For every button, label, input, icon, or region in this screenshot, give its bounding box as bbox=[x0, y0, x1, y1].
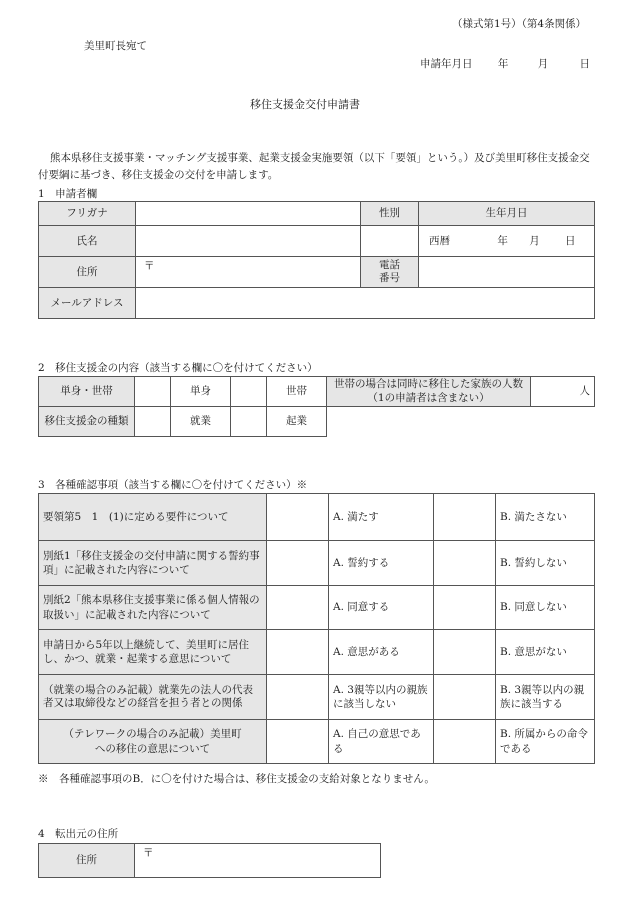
application-date bbox=[420, 56, 590, 71]
support-content-table bbox=[38, 376, 595, 437]
option-a-check[interactable] bbox=[267, 586, 329, 630]
family-count-field[interactable] bbox=[531, 377, 595, 407]
name-label: 氏名 bbox=[39, 226, 136, 257]
confirmation-table bbox=[38, 493, 595, 764]
section3-heading: 3 各種確認事項（該当する欄に〇を付けてください）※ bbox=[38, 479, 308, 491]
option-a-check[interactable] bbox=[267, 720, 329, 764]
option-a-label: A. 意思がある bbox=[329, 630, 434, 675]
phone-label bbox=[361, 257, 419, 288]
intro-text: 熊本県移住支援事業・マッチング支援事業、起業支援金実施要領（以下「要領」という。）及び美里町移住支援金交付要綱に基づき、移住支援金の交付を申請します。 bbox=[38, 152, 590, 181]
option-a-check[interactable] bbox=[267, 541, 329, 586]
month-label: 月 bbox=[537, 58, 549, 70]
single-check[interactable] bbox=[135, 377, 171, 407]
address-field[interactable] bbox=[136, 257, 361, 288]
birth-year-label: 年 bbox=[497, 234, 508, 247]
option-b-label: B. 誓約しない bbox=[496, 541, 595, 586]
employment-check[interactable] bbox=[135, 407, 171, 437]
day-label: 日 bbox=[579, 58, 591, 70]
household-label: 単身・世帯 bbox=[39, 377, 135, 407]
confirmation-item: 別紙2「熊本県移住支援事業に係る個人情報の取扱い」に記載された内容について bbox=[39, 586, 267, 630]
option-b-label: B. 満たさない bbox=[496, 494, 595, 541]
birthdate-label: 生年月日 bbox=[419, 202, 595, 226]
option-a-check[interactable] bbox=[267, 494, 329, 541]
support-type-label: 移住支援金の種類 bbox=[39, 407, 135, 437]
option-b-check[interactable] bbox=[434, 675, 496, 720]
option-b-label: B. 所属からの命令である bbox=[496, 720, 595, 764]
phone-label-line2: 番号 bbox=[379, 272, 400, 284]
birth-month-label: 月 bbox=[529, 234, 540, 247]
employment-label: 就業 bbox=[171, 407, 231, 437]
previous-address-label: 住所 bbox=[39, 844, 135, 878]
applicant-table bbox=[38, 201, 595, 319]
confirmation-item: （就業の場合のみ記載）就業先の法人の代表者又は取締役などの経営を担う者との関係 bbox=[39, 675, 267, 720]
option-b-check[interactable] bbox=[434, 541, 496, 586]
option-a-label: A. 自己の意思である bbox=[329, 720, 434, 764]
option-b-check[interactable] bbox=[434, 494, 496, 541]
option-a-check[interactable] bbox=[267, 630, 329, 675]
previous-address-field[interactable] bbox=[135, 844, 381, 878]
phone-field[interactable] bbox=[419, 257, 595, 288]
startup-label: 起業 bbox=[267, 407, 327, 437]
option-a-label: A. 誓約する bbox=[329, 541, 434, 586]
confirmation-item: 別紙1「移住支援金の交付申請に関する誓約事項」に記載された内容について bbox=[39, 541, 267, 586]
confirmation-item: 要領第5 1 (1)に定める要件について bbox=[39, 494, 267, 541]
address-label: 住所 bbox=[39, 257, 136, 288]
family-count-note: 世帯の場合は同時に移住した家族の人数（1の申請者は含まない） bbox=[327, 377, 531, 407]
option-b-label: B. 意思がない bbox=[496, 630, 595, 675]
phone-label-line1: 電話 bbox=[379, 259, 400, 272]
confirmation-item: （テレワークの場合のみ記載）美里町への移住の意思について bbox=[39, 720, 267, 764]
gender-field[interactable] bbox=[361, 226, 419, 257]
option-a-label: A. 同意する bbox=[329, 586, 434, 630]
section4-heading: 4 転出元の住所 bbox=[38, 828, 119, 840]
option-b-check[interactable] bbox=[434, 586, 496, 630]
year-label: 年 bbox=[497, 58, 509, 70]
option-a-check[interactable] bbox=[267, 675, 329, 720]
form-number: （様式第1号）（第4条関係） bbox=[452, 18, 587, 30]
previous-address-table bbox=[38, 843, 381, 878]
household-check[interactable] bbox=[231, 377, 267, 407]
single-label: 単身 bbox=[171, 377, 231, 407]
option-a-label: A. 3親等以内の親族に該当しない bbox=[329, 675, 434, 720]
household-option-label: 世帯 bbox=[267, 377, 327, 407]
confirmation-note: ※ 各種確認事項のB．に〇を付けた場合は、移住支援金の支給対象となりません。 bbox=[38, 773, 435, 785]
postal-mark: 〒 bbox=[143, 847, 154, 859]
name-field[interactable] bbox=[136, 226, 361, 257]
furigana-field[interactable] bbox=[136, 202, 361, 226]
section1-heading: 1 申請者欄 bbox=[38, 188, 98, 200]
gender-label: 性別 bbox=[361, 202, 419, 226]
confirmation-item: 申請日から5年以上継続して、美里町に居住し、かつ、就業・起業する意思について bbox=[39, 630, 267, 675]
persons-unit: 人 bbox=[579, 385, 590, 398]
application-date-label: 申請年月日 bbox=[420, 58, 473, 70]
option-b-label: B. 3親等以内の親族に該当する bbox=[496, 675, 595, 720]
section2-heading: 2 移住支援金の内容（該当する欄に〇を付けてください） bbox=[38, 362, 318, 374]
page-title: 移住支援金交付申請書 bbox=[250, 98, 360, 111]
email-field[interactable] bbox=[136, 288, 595, 319]
era-label: 西暦 bbox=[429, 234, 450, 247]
option-b-label: B. 同意しない bbox=[496, 586, 595, 630]
furigana-label: フリガナ bbox=[39, 202, 136, 226]
email-label: メールアドレス bbox=[39, 288, 136, 319]
option-b-check[interactable] bbox=[434, 630, 496, 675]
option-a-label: A. 満たす bbox=[329, 494, 434, 541]
birthdate-field[interactable] bbox=[419, 226, 595, 257]
option-b-check[interactable] bbox=[434, 720, 496, 764]
startup-check[interactable] bbox=[231, 407, 267, 437]
birth-day-label: 日 bbox=[565, 234, 576, 247]
postal-mark: 〒 bbox=[144, 260, 155, 272]
addressee: 美里町長宛て bbox=[84, 40, 147, 52]
